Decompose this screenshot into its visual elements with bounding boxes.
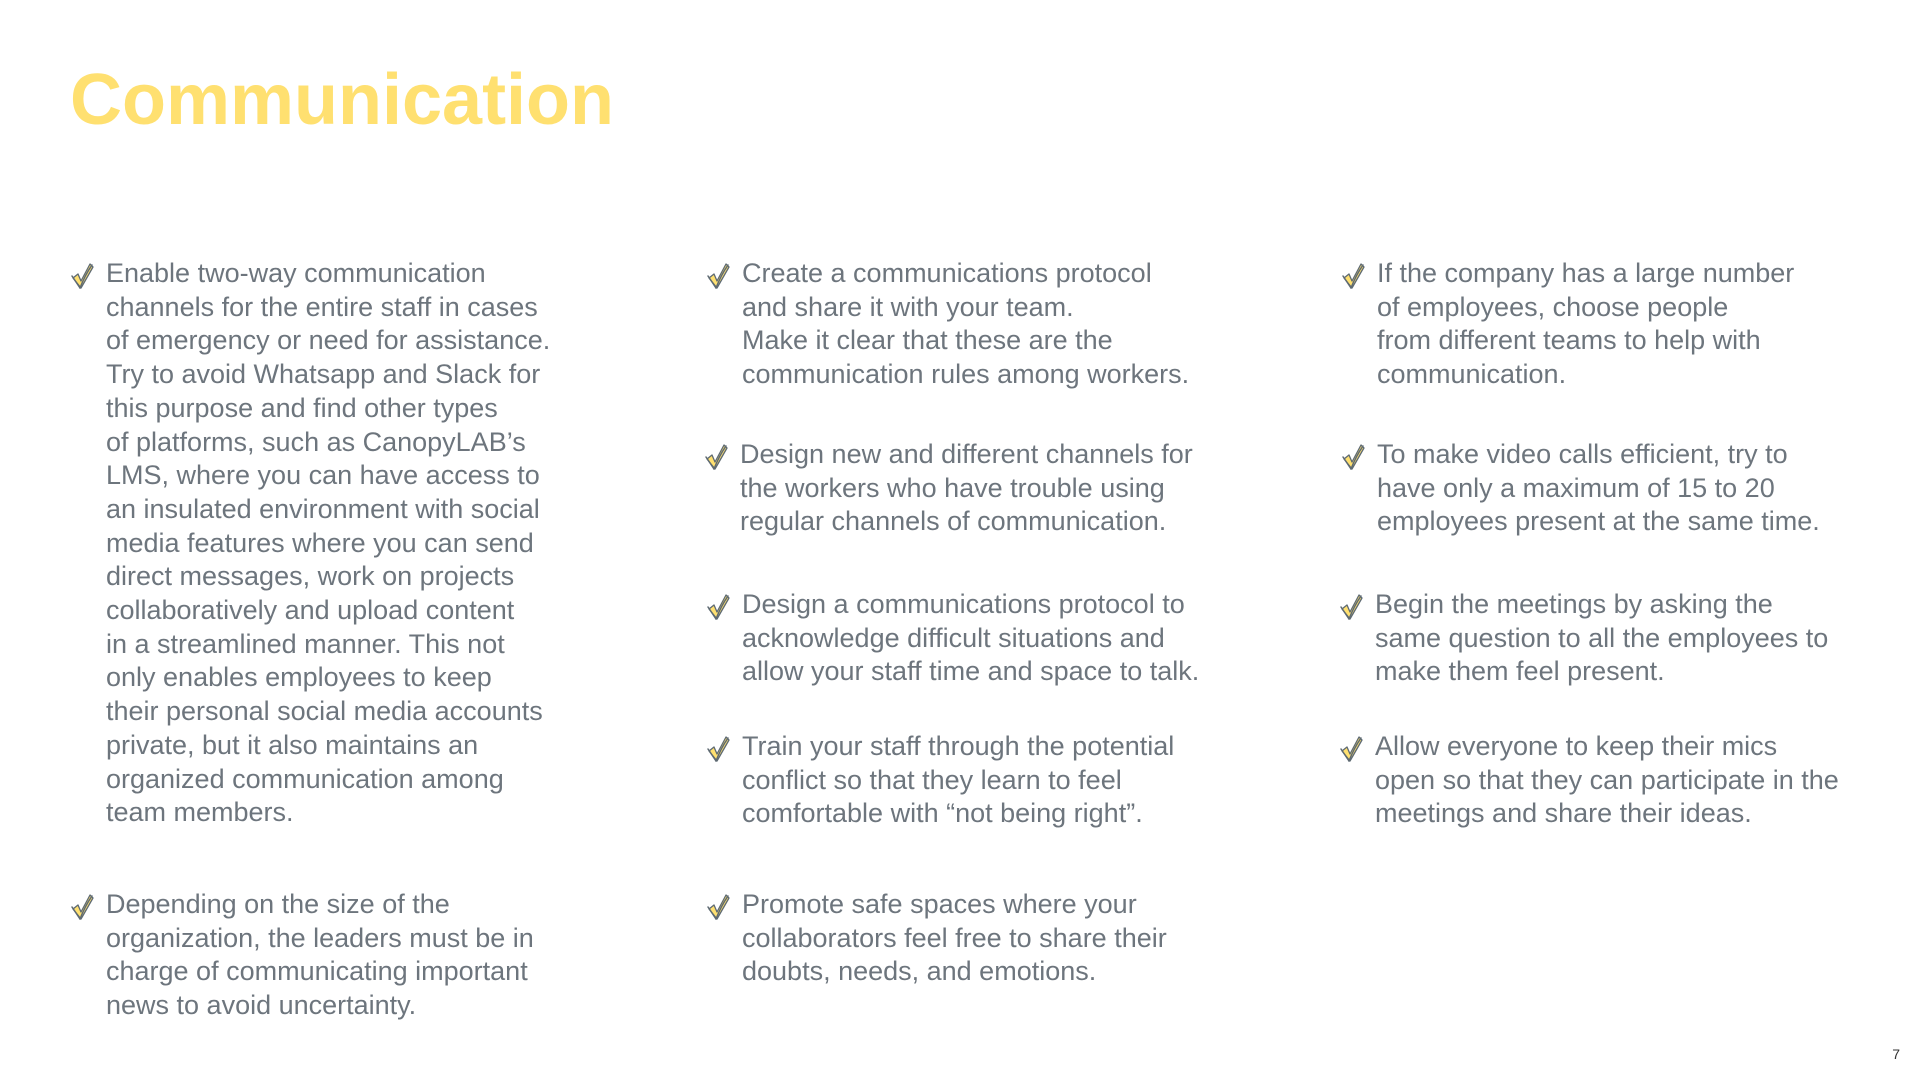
checkmark-icon (706, 592, 730, 622)
bullet-text: Promote safe spaces where your collaborators feel free to share their doubts, needs, and emotions. (742, 889, 1167, 987)
bullet-text: Create a communications protocol and share it with your team. Make it clear that these are the communication rules among workers. (742, 258, 1190, 390)
checkmark-icon (1339, 592, 1363, 622)
bullet-text: Design a communications protocol to acknowledge difficult situations and allow your staff time and space to talk. (742, 589, 1200, 687)
bullet-item (70, 257, 590, 830)
checkmark-icon (1341, 442, 1365, 472)
bullet-item (706, 888, 1246, 989)
bullet-item (1341, 257, 1881, 392)
checkmark-icon (70, 892, 94, 922)
bullet-item (706, 257, 1246, 392)
bullet-text: If the company has a large number of employees, choose people from different teams to help with communication. (1377, 258, 1795, 390)
page-number: 7 (1892, 1046, 1900, 1062)
bullet-item (70, 888, 590, 1023)
bullet-text: Design new and different channels for the workers who have trouble using regular channels of communication. (740, 439, 1193, 537)
checkmark-icon (706, 734, 730, 764)
bullet-text: Begin the meetings by asking the same question to all the employees to make them feel present. (1375, 589, 1829, 687)
checkmark-icon (706, 892, 730, 922)
bullet-item (704, 438, 1244, 539)
bullet-text: Train your staff through the potential conflict so that they learn to feel comfortable with “not being right”. (742, 731, 1175, 829)
bullet-item (1339, 588, 1899, 689)
bullet-item (1339, 730, 1899, 831)
bullet-item (706, 588, 1246, 689)
checkmark-icon (704, 442, 728, 472)
checkmark-icon (1339, 734, 1363, 764)
bullet-text: Allow everyone to keep their mics open so that they can participate in the meetings and share their ideas. (1375, 731, 1839, 829)
bullet-text: To make video calls efficient, try to have only a maximum of 15 to 20 employees present at the same time. (1377, 439, 1820, 537)
bullet-item (1341, 438, 1881, 539)
checkmark-icon (706, 261, 730, 291)
page-title: Communication (70, 60, 615, 140)
checkmark-icon (1341, 261, 1365, 291)
bullet-text: Depending on the size of the organization, the leaders must be in charge of communicating important news to avoid uncertainty. (106, 889, 534, 1021)
bullet-item (706, 730, 1246, 831)
checkmark-icon (70, 261, 94, 291)
bullet-text: Enable two-way communication channels for the entire staff in cases of emergency or need for assistance. Try to avoid Whatsapp and Slack for this purpose and find other types of platforms, such as CanopyLAB’s LMS, where you can have access to an insulated environment with social media features where you can send direct messages, work on projects collaboratively and upload content in a streamlined manner. This not only enables employees to keep their personal social media accounts private, but it also maintains an organized communication among team members. (106, 258, 551, 828)
